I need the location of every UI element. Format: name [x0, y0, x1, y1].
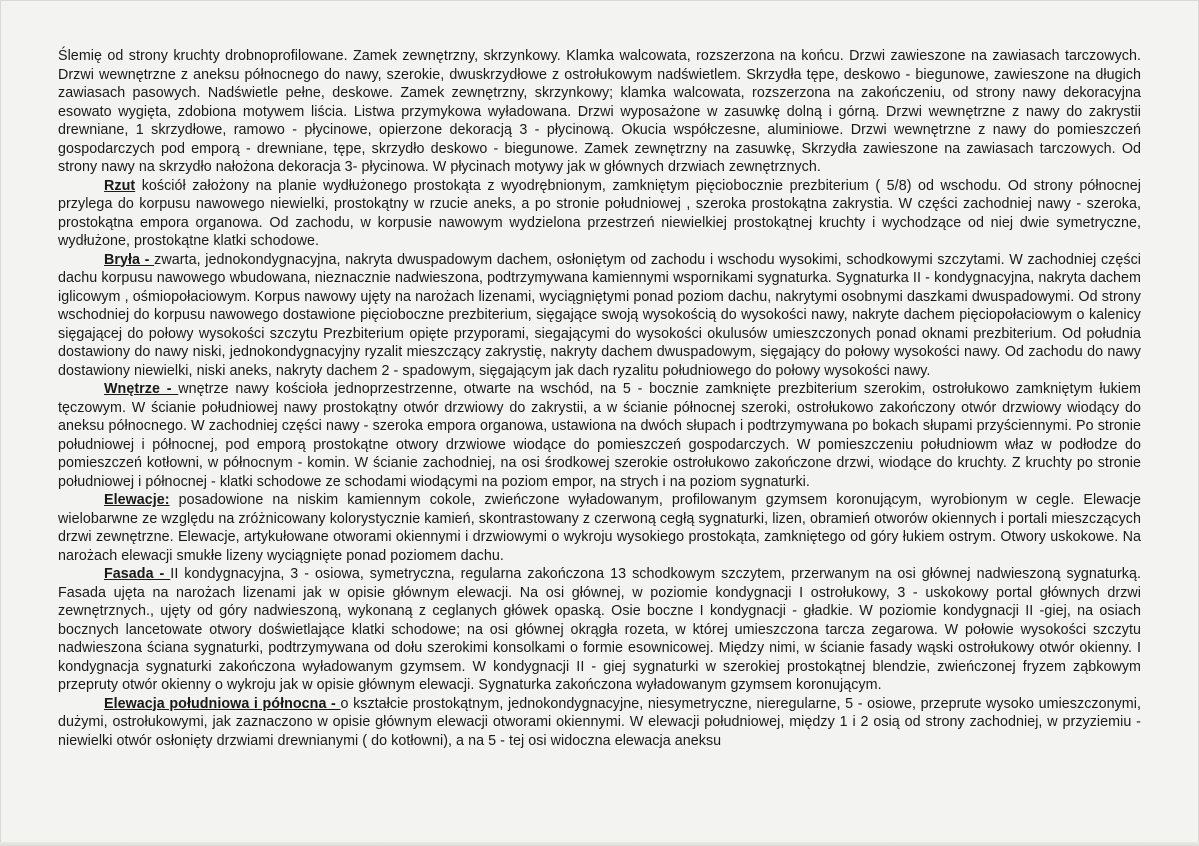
- section-heading-wnetrze: Wnętrze -: [104, 381, 179, 397]
- paragraph-plan: [58, 177, 1141, 251]
- section-heading-rzut: Rzut: [104, 177, 136, 194]
- page-edge: [0, 842, 1199, 846]
- paragraph-text: wnętrze nawy kościoła jednoprzestrzenne, otwarte na wschód, na 5 - bocznie zamknięte prezbiterium szerokim, ostrołukowo zamkniętym łukiem tęczowym. W ścianie południowej nawy prostokątny otwór drzwiowy do zakrystii, a w ścianie północnej szeroki, ostrołukowo zakończony otwór drzwiowy wiodący do aneksu północnego. W zachodniej części nawy - szeroka empora organowa, ustawiona na dwóch słupach i podtrzymywana po bokach słupami przyściennymi. Po stronie południowej i północnej, pod emporą prostokątne otwory drzwiowe wiodące do pomieszczeń gospodarczych. W pomieszczeniu południowm właz w podłodze do pomieszczeń kotłowni, w północnym - komin. W ścianie zachodniej, na osi środkowej szerokie ostrołukowo zakończone drzwi, wiodące do kruchty. Z kruchty po stronie południowej i północnej - klatki schodowe ze schodami wiodącymi na poziom empor, na strych i na poziom sygnaturki.: [58, 381, 1141, 490]
- section-heading-elewacje: Elewacje:: [104, 492, 170, 508]
- paragraph-interior: [58, 380, 1141, 491]
- paragraph-text: II kondygnacyjna, 3 - osiowa, symetryczna, regularna zakończona 13 schodkowym szczytem, przerwanym na osi głównej nadwieszoną sygnaturką. Fasada ujęta na narożach lizenami jak w opisie głównym elewacji. Na osi głównej, w poziomie kondygnacji I ostrołukowy, 3 - uskokowy portal głównych drzwi zewnętrznych., ujęty od góry nadwieszoną, wykonaną z ceglanych główek opaską. Osie boczne I kondygnacji - gładkie. W poziomie kondygnacji II -giej, na osiach bocznych lancetowate otwory doświetlające klatki schodowe; na osi głównej okrągła rozeta, w której umieszczona tarcza zegarowa. W połowie wysokości szczytu nadwieszona ściana sygnaturki, podtrzymywana od dołu szerokimi konsolkami o formie esownicowej. Między nimi, w ścianie fasady wąski ostrołukowy otwór okienny. I kondygnacja sygnaturki zakończona wyładowanym gzymsem. W kondygnacji II - giej sygnaturki w szerokiej prostokątnej blendzie, zwieńczonej fryzem ząbkowym przepruty otwór okienny o wykroju jak w opisie głównym elewacji. Sygnaturka zakończona wyładowanym gzymsem koronującym.: [58, 566, 1141, 693]
- paragraph-text: kościół założony na planie wydłużonego prostokąta z wyodrębnionym, zamkniętym pięciobocznie prezbiterium ( 5/8) od wschodu. Od strony północnej przylega do korpusu nawowego niewielki, prostokątny w rzucie aneks, a po stronie południowej , szeroka prostokątna zakrystia. W części zachodniej nawy - szeroka, prostokątna empora organowa. Od zachodu, w korpusie nawowym wydzielona przestrzeń niewielkiej prostokątnej kruchty i wychodzące od niej dwie symetryczne, wydłużone, prostokątne klatki schodowe.: [58, 177, 1141, 249]
- paragraph-side-elevations: [58, 695, 1141, 751]
- section-heading-fasada: Fasada -: [104, 566, 171, 582]
- section-heading-bryla: Bryła -: [104, 251, 155, 268]
- paragraph-elevations: [58, 491, 1141, 565]
- paragraph-text: posadowione na niskim kamiennym cokole, zwieńczone wyładowanym, profilowanym gzymsem koronującym, wyrobionym w cegle. Elewacje wielobarwne ze względu na zróżnicowany kolorystycznie kamień, skontrastowany z czerwoną cegłą sygnaturki, lizen, obramień otworów okiennych i portali mieszczących drzwi zewnętrzne. Elewacje, artykułowane otworami okiennymi i drzwiowymi o wykroju wysokiego prostokąta, zamkniętego od góry łukiem ostrym. Otwory uskokowe. Na narożach elewacji smukłe lizeny wyciągnięte ponad poziomem dachu.: [58, 492, 1141, 564]
- paragraph-mass: [58, 251, 1141, 381]
- paragraph-facade: [58, 565, 1141, 695]
- paragraph-doors: [58, 47, 1141, 177]
- paragraph-text: Ślemię od strony kruchty drobnoprofilowane. Zamek zewnętrzny, skrzynkowy. Klamka walcowata, rozszerzona na końcu. Drzwi zawieszone na zawiasach tarczowych. Drzwi wewnętrzne z aneksu północnego do nawy, szerokie, dwuskrzydłowe z ostrołukowym nadświetlem. Skrzydła tępe, deskowo - biegunowe, zawieszone na długich zawiasach pasowych. Nadświetle pełne, deskowe. Zamek zewnętrzny, skrzynkowy; klamka walcowata, rozszerzona na zakończeniu, od strony nawy dekoracyjna esowato wygięta, zdobiona motywem liścia. Listwa przymykowa wyładowana. Drzwi wyposażone w zasuwkę dolną i górną. Drzwi wewnętrzne z nawy do zakrystii drewniane, 1 skrzydłowe, ramowo - płycinowe, opierzone dekoracją 3 - płycinową. Okucia współczesne, aluminiowe. Drzwi wewnętrzne z nawy do pomieszczeń gospodarczych pod emporą - drewniane, tępe, skrzydło deskowo - biegunowe. Zamek zewnętrzny na zasuwkę, Skrzydła zawieszone na zawiasach tarczowych. Od strony nawy na skrzydło nałożona dekoracja 3- płycinowa. W płycinach motywy jak w głównych drzwiach zewnętrznych.: [58, 48, 1141, 175]
- paragraph-text: zwarta, jednokondygnacyjna, nakryta dwuspadowym dachem, osłoniętym od zachodu i wschodu wysokimi, schodkowymi szczytami. W zachodniej części dachu korpusu nawowego wbudowana, nieznacznie nadwieszona, podtrzymywana kamiennymi wspornikami sygnaturka. Sygnaturka II - kondygnacyjna, nakryta dachem iglicowym , ośmiopołaciowym. Korpus nawowy ujęty na narożach lizenami, wyciągniętymi ponad poziom dachu, nakrytymi osobnymi daszkami dwuspadowymi. Od strony wschodniej do korpusu nawowego dostawione pięcioboczne prezbiterium, sięgające swoją wysokością do wysokości nawy, nakryte dachem pięciopołaciowym o kalenicy sięgającej do połowy wysokości szczytu Prezbiterium opięte przyporami, siegającymi do wysokości okulusów umieszczonych ponad oknami prezbiterium. Od południa dostawiony do nawy niski, jednokondygnacyjny ryzalit mieszczący zakrystię, nakryty dachem dwuspadowym, sięgający do połowy wysokości nawy. Od zachodu do nawy dostawiony niewielki, niski aneks, nakryty dachem 2 - spadowym, sięgającym jak dach ryzalitu południowego do połowy wysokości nawy.: [58, 251, 1141, 379]
- document-body: [58, 47, 1141, 750]
- paragraph-text: o kształcie prostokątnym, jednokondygnacyjne, niesymetryczne, nieregularne, 5 - osiowe, przeprute wysoko umieszczonymi, dużymi, ostrołukowymi, jak zaznaczono w opisie głównym elewacji otworami okiennymi. W elewacji południowej, między 1 i 2 osią od strony zachodniej, w przyziemiu - niewielki otwór osłonięty drzwiami drewnianymi ( do kotłowni), a na 5 - tej osi widoczna elewacja aneksu: [58, 695, 1141, 749]
- section-heading-elewacja-poludniowa: Elewacja południowa i północna -: [104, 695, 341, 712]
